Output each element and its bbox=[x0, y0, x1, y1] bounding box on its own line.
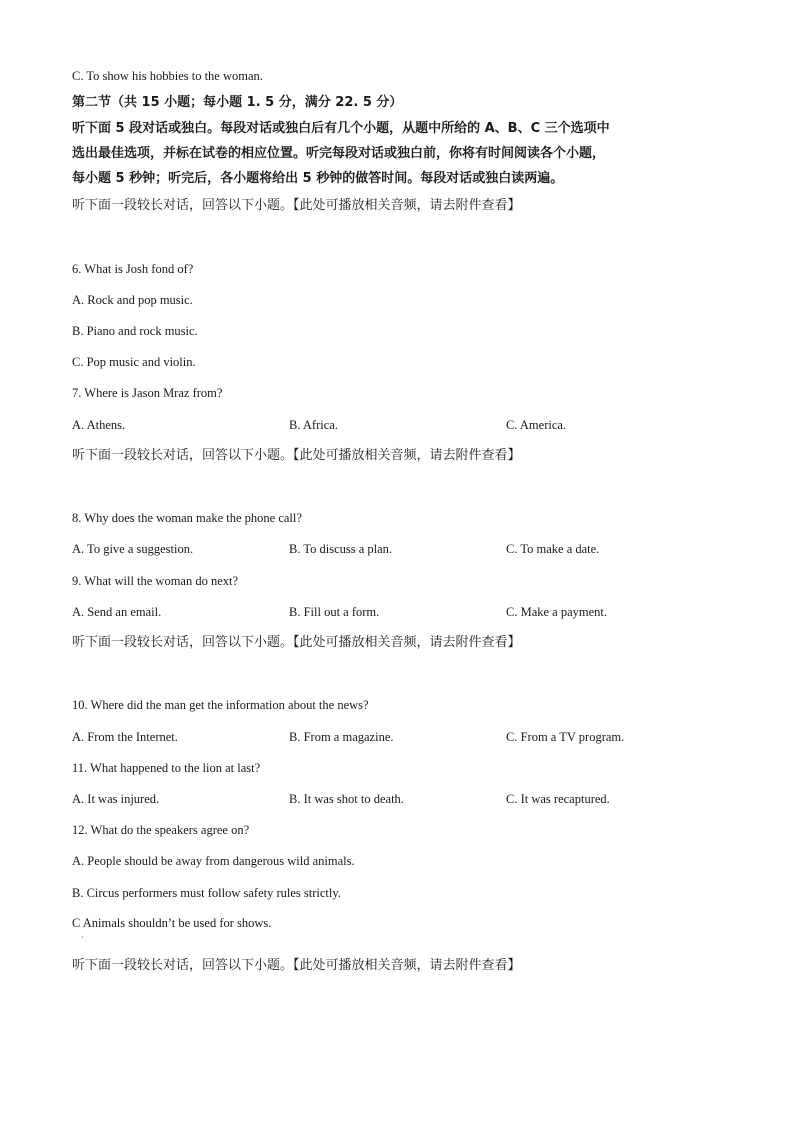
question-11-option-b: B. It was shot to death. bbox=[289, 792, 404, 806]
question-10-option-c: C. From a TV program. bbox=[506, 730, 625, 744]
question-9-option-a: A. Send an email. bbox=[72, 605, 162, 619]
audio-note: 听下面一段较长对话，回答以下小题。【此处可播放相关音频，请去附件查看】 bbox=[72, 198, 521, 213]
question-7-option-a: A. Athens. bbox=[72, 418, 126, 432]
question-7: 7. Where is Jason Mraz from? bbox=[72, 386, 223, 400]
question-9-option-b: B. Fill out a form. bbox=[289, 605, 380, 619]
question-6: 6. What is Josh fond of? bbox=[72, 262, 194, 276]
question-7-option-c: C. America. bbox=[506, 418, 567, 432]
section-title: 第二节（共 15 小题；每小题 1. 5 分，满分 22. 5 分） bbox=[72, 95, 403, 110]
section-instruction-line-1: 听下面 5 段对话或独白。每段对话或独白后有几个小题，从题中所给的 A、B、C 三个选项中 bbox=[72, 121, 610, 136]
question-9-option-c: C. Make a payment. bbox=[506, 605, 608, 619]
question-6-option-c: C. Pop music and violin. bbox=[72, 355, 196, 369]
question-9: 9. What will the woman do next? bbox=[72, 574, 239, 588]
question-10-option-b: B. From a magazine. bbox=[289, 730, 394, 744]
question-12-option-c: C Animals shouldn’t be used for shows. bbox=[72, 916, 272, 930]
question-8-option-c: C. To make a date. bbox=[506, 542, 600, 556]
question-11: 11. What happened to the lion at last? bbox=[72, 761, 261, 775]
question-11-option-a: A. It was injured. bbox=[72, 792, 160, 806]
question-6-option-a: A. Rock and pop music. bbox=[72, 293, 193, 307]
question-8-option-b: B. To discuss a plan. bbox=[289, 542, 393, 556]
audio-note: 听下面一段较长对话，回答以下小题。【此处可播放相关音频，请去附件查看】 bbox=[72, 635, 521, 650]
question-10-option-a: A. From the Internet. bbox=[72, 730, 178, 744]
audio-note: 听下面一段较长对话，回答以下小题。【此处可播放相关音频，请去附件查看】 bbox=[72, 958, 521, 973]
section-instruction-line-3: 每小题 5 秒钟；听完后，各小题将给出 5 秒钟的做答时间。每段对话或独白读两遍。 bbox=[72, 171, 564, 186]
audio-note: 听下面一段较长对话，回答以下小题。【此处可播放相关音频，请去附件查看】 bbox=[72, 448, 521, 463]
stray-dot-mark: · bbox=[81, 933, 84, 942]
question-12-option-a: A. People should be away from dangerous wild animals. bbox=[72, 854, 355, 868]
question-12-option-b: B. Circus performers must follow safety rules strictly. bbox=[72, 886, 341, 900]
question-12: 12. What do the speakers agree on? bbox=[72, 823, 250, 837]
question-8-option-a: A. To give a suggestion. bbox=[72, 542, 194, 556]
question-6-option-b: B. Piano and rock music. bbox=[72, 324, 198, 338]
question-8: 8. Why does the woman make the phone call? bbox=[72, 511, 302, 525]
question-7-option-b: B. Africa. bbox=[289, 418, 338, 432]
section-instruction-line-2: 选出最佳选项，并标在试卷的相应位置。听完每段对话或独白前，你将有时间阅读各个小题， bbox=[72, 146, 606, 161]
question-11-option-c: C. It was recaptured. bbox=[506, 792, 610, 806]
intro-option-c: C. To show his hobbies to the woman. bbox=[72, 69, 263, 83]
question-10: 10. Where did the man get the information about the news? bbox=[72, 698, 369, 712]
